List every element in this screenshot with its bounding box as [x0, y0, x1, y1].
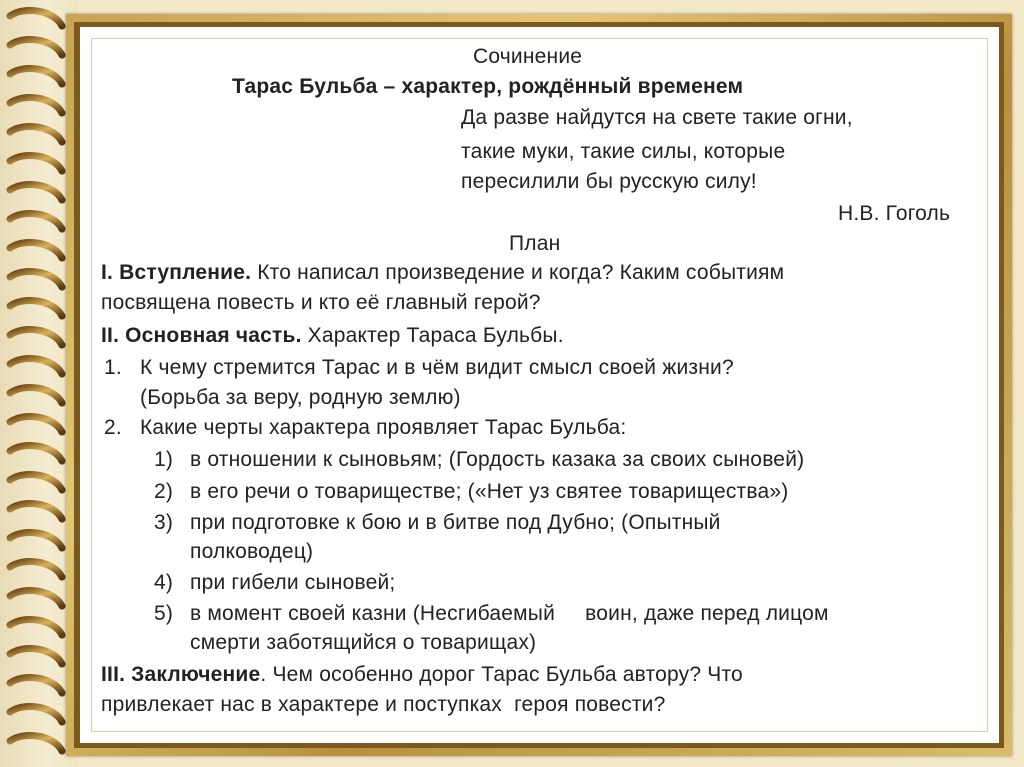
epigraph-author: Н.В. Гоголь: [838, 202, 951, 225]
spiral-coil: [10, 707, 62, 722]
subitem-3-number: 3): [154, 511, 174, 534]
epigraph-line-2: такие муки, такие силы, которые: [461, 140, 786, 163]
spiral-coil: [10, 678, 62, 693]
epigraph-line-3: пересилили бы русскую силу!: [461, 170, 757, 193]
epigraph-line-1: Да разве найдутся на свете такие огни,: [461, 106, 853, 129]
spiral-coil: [10, 620, 62, 635]
item-1-line-1: К чему стремится Тарас и в чём видит смысл своей жизни?: [140, 356, 734, 379]
spiral-coil: [10, 156, 62, 171]
doc-label: Сочинение: [473, 45, 583, 68]
conclusion-line-1: [101, 660, 743, 690]
item-1-line-2: (Борьба за веру, родную землю): [140, 386, 461, 409]
item-2-line-1: Какие черты характера проявляет Тарас Бульба:: [140, 416, 627, 439]
subitem-2-number: 2): [154, 480, 174, 503]
spiral-coil: [10, 214, 62, 229]
spiral-coil: [10, 649, 62, 664]
spiral-coil: [10, 243, 62, 258]
plan-title: План: [509, 232, 561, 255]
subitem-2-line-1: в его речи о товариществе; («Нет уз святее товарищества»): [190, 480, 789, 503]
spiral-binding: [4, 4, 68, 763]
spiral-coil: [10, 98, 62, 113]
spiral-coil: [10, 736, 62, 751]
doc-title: Тарас Бульба – характер, рождённый временем: [232, 75, 744, 98]
subitem-4-line-1: при гибели сыновей;: [190, 571, 396, 594]
subitem-1-number: 1): [154, 448, 174, 471]
subitem-1-line-1: в отношении к сыновьям; (Гордость казака за своих сыновей): [190, 448, 805, 471]
spiral-coil: [10, 40, 62, 55]
spiral-coil: [10, 562, 62, 577]
spiral-coil: [10, 301, 62, 316]
main-part-text: Характер Тараса Бульбы.: [301, 324, 564, 347]
spiral-coil: [10, 272, 62, 287]
spiral-coil: [10, 11, 62, 26]
spiral-coil: [10, 504, 62, 519]
subitem-5-number: 5): [154, 602, 174, 625]
spiral-coil: [10, 591, 62, 606]
spiral-coil: [10, 417, 62, 432]
subitem-5-line-1: в момент своей казни (Несгибаемый воин, даже перед лицом: [190, 602, 829, 625]
spiral-coil: [10, 388, 62, 403]
spiral-coil: [10, 330, 62, 345]
spiral-coil: [10, 533, 62, 548]
spiral-coil: [10, 475, 62, 490]
intro-line-1: [101, 258, 784, 288]
conclusion-label: III. Заключение: [101, 663, 261, 686]
spiral-coil: [10, 446, 62, 461]
conclusion-line-2: привлекает нас в характере и поступках героя повести?: [101, 693, 666, 716]
intro-label: I. Вступление.: [101, 261, 252, 284]
main-part-line: [101, 321, 564, 351]
conclusion-text-1: . Чем особенно дорог Тарас Бульба автору? Что: [260, 663, 743, 686]
intro-line-2: посвящена повесть и кто её главный герой?: [101, 291, 541, 314]
main-part-label: II. Основная часть.: [101, 324, 302, 347]
item-2-number: 2.: [104, 416, 122, 439]
subitem-5-line-2: смерти заботящийся о товарищах): [190, 631, 537, 654]
item-1-number: 1.: [104, 356, 122, 379]
subitem-4-number: 4): [154, 571, 174, 594]
spiral-coil: [10, 359, 62, 374]
subitem-3-line-1: при подготовке к бою и в битве под Дубно; (Опытный: [190, 511, 721, 534]
intro-text-1: Кто написал произведение и когда? Каким событиям: [251, 261, 785, 284]
subitem-3-line-2: полководец): [190, 540, 314, 563]
spiral-coil: [10, 185, 62, 200]
spiral-coil: [10, 69, 62, 84]
spiral-coil: [10, 127, 62, 142]
